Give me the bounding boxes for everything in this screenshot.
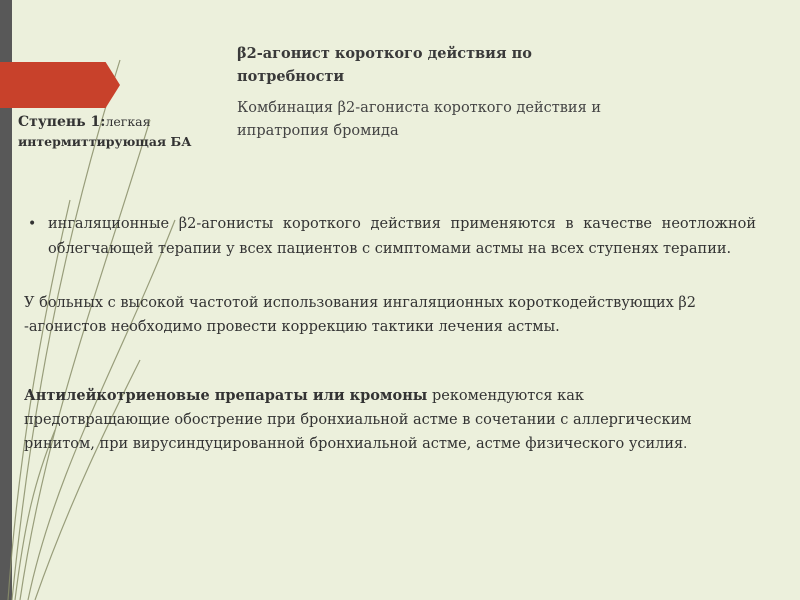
paragraph-bold-lead: Антилейкотриеновые препараты или кромоны <box>24 387 428 404</box>
step-label: Ступень 1: <box>18 114 106 130</box>
heading-secondary: Комбинация β2-агониста короткого действия и ипратропия бромида <box>237 100 602 139</box>
bullet-item <box>24 212 756 262</box>
paragraph-correction: У больных с высокой частотой использования ингаляционных короткодействующих β2 -агонистов необходимо провести коррекцию тактики лечения астмы. <box>24 295 697 335</box>
step-subtitle: интермиттирующая БА <box>18 134 192 149</box>
bullet-marker: • <box>28 216 37 232</box>
paragraph-body: рекомендуются как предотвращающие обострение при бронхиальной астме в сочетании с аллергическим ринитом, при вирусиндуцированной бронхиальной астме, астме физического усилия <box>24 388 692 452</box>
step-title <box>18 112 218 151</box>
paragraph-end: . <box>683 437 688 452</box>
paragraph-antileukotriene <box>24 384 724 457</box>
step-label-rest: легкая <box>105 114 151 129</box>
bullet-text: ингаляционные β2-агонисты короткого действия применяются в качестве неотложной облегчающей терапии у всех пациентов с симптомами астмы на всех ступенях терапии. <box>48 216 756 257</box>
heading-primary: β2-агонист короткого действия по потребности <box>237 45 532 85</box>
red-arrow-banner <box>0 62 120 108</box>
